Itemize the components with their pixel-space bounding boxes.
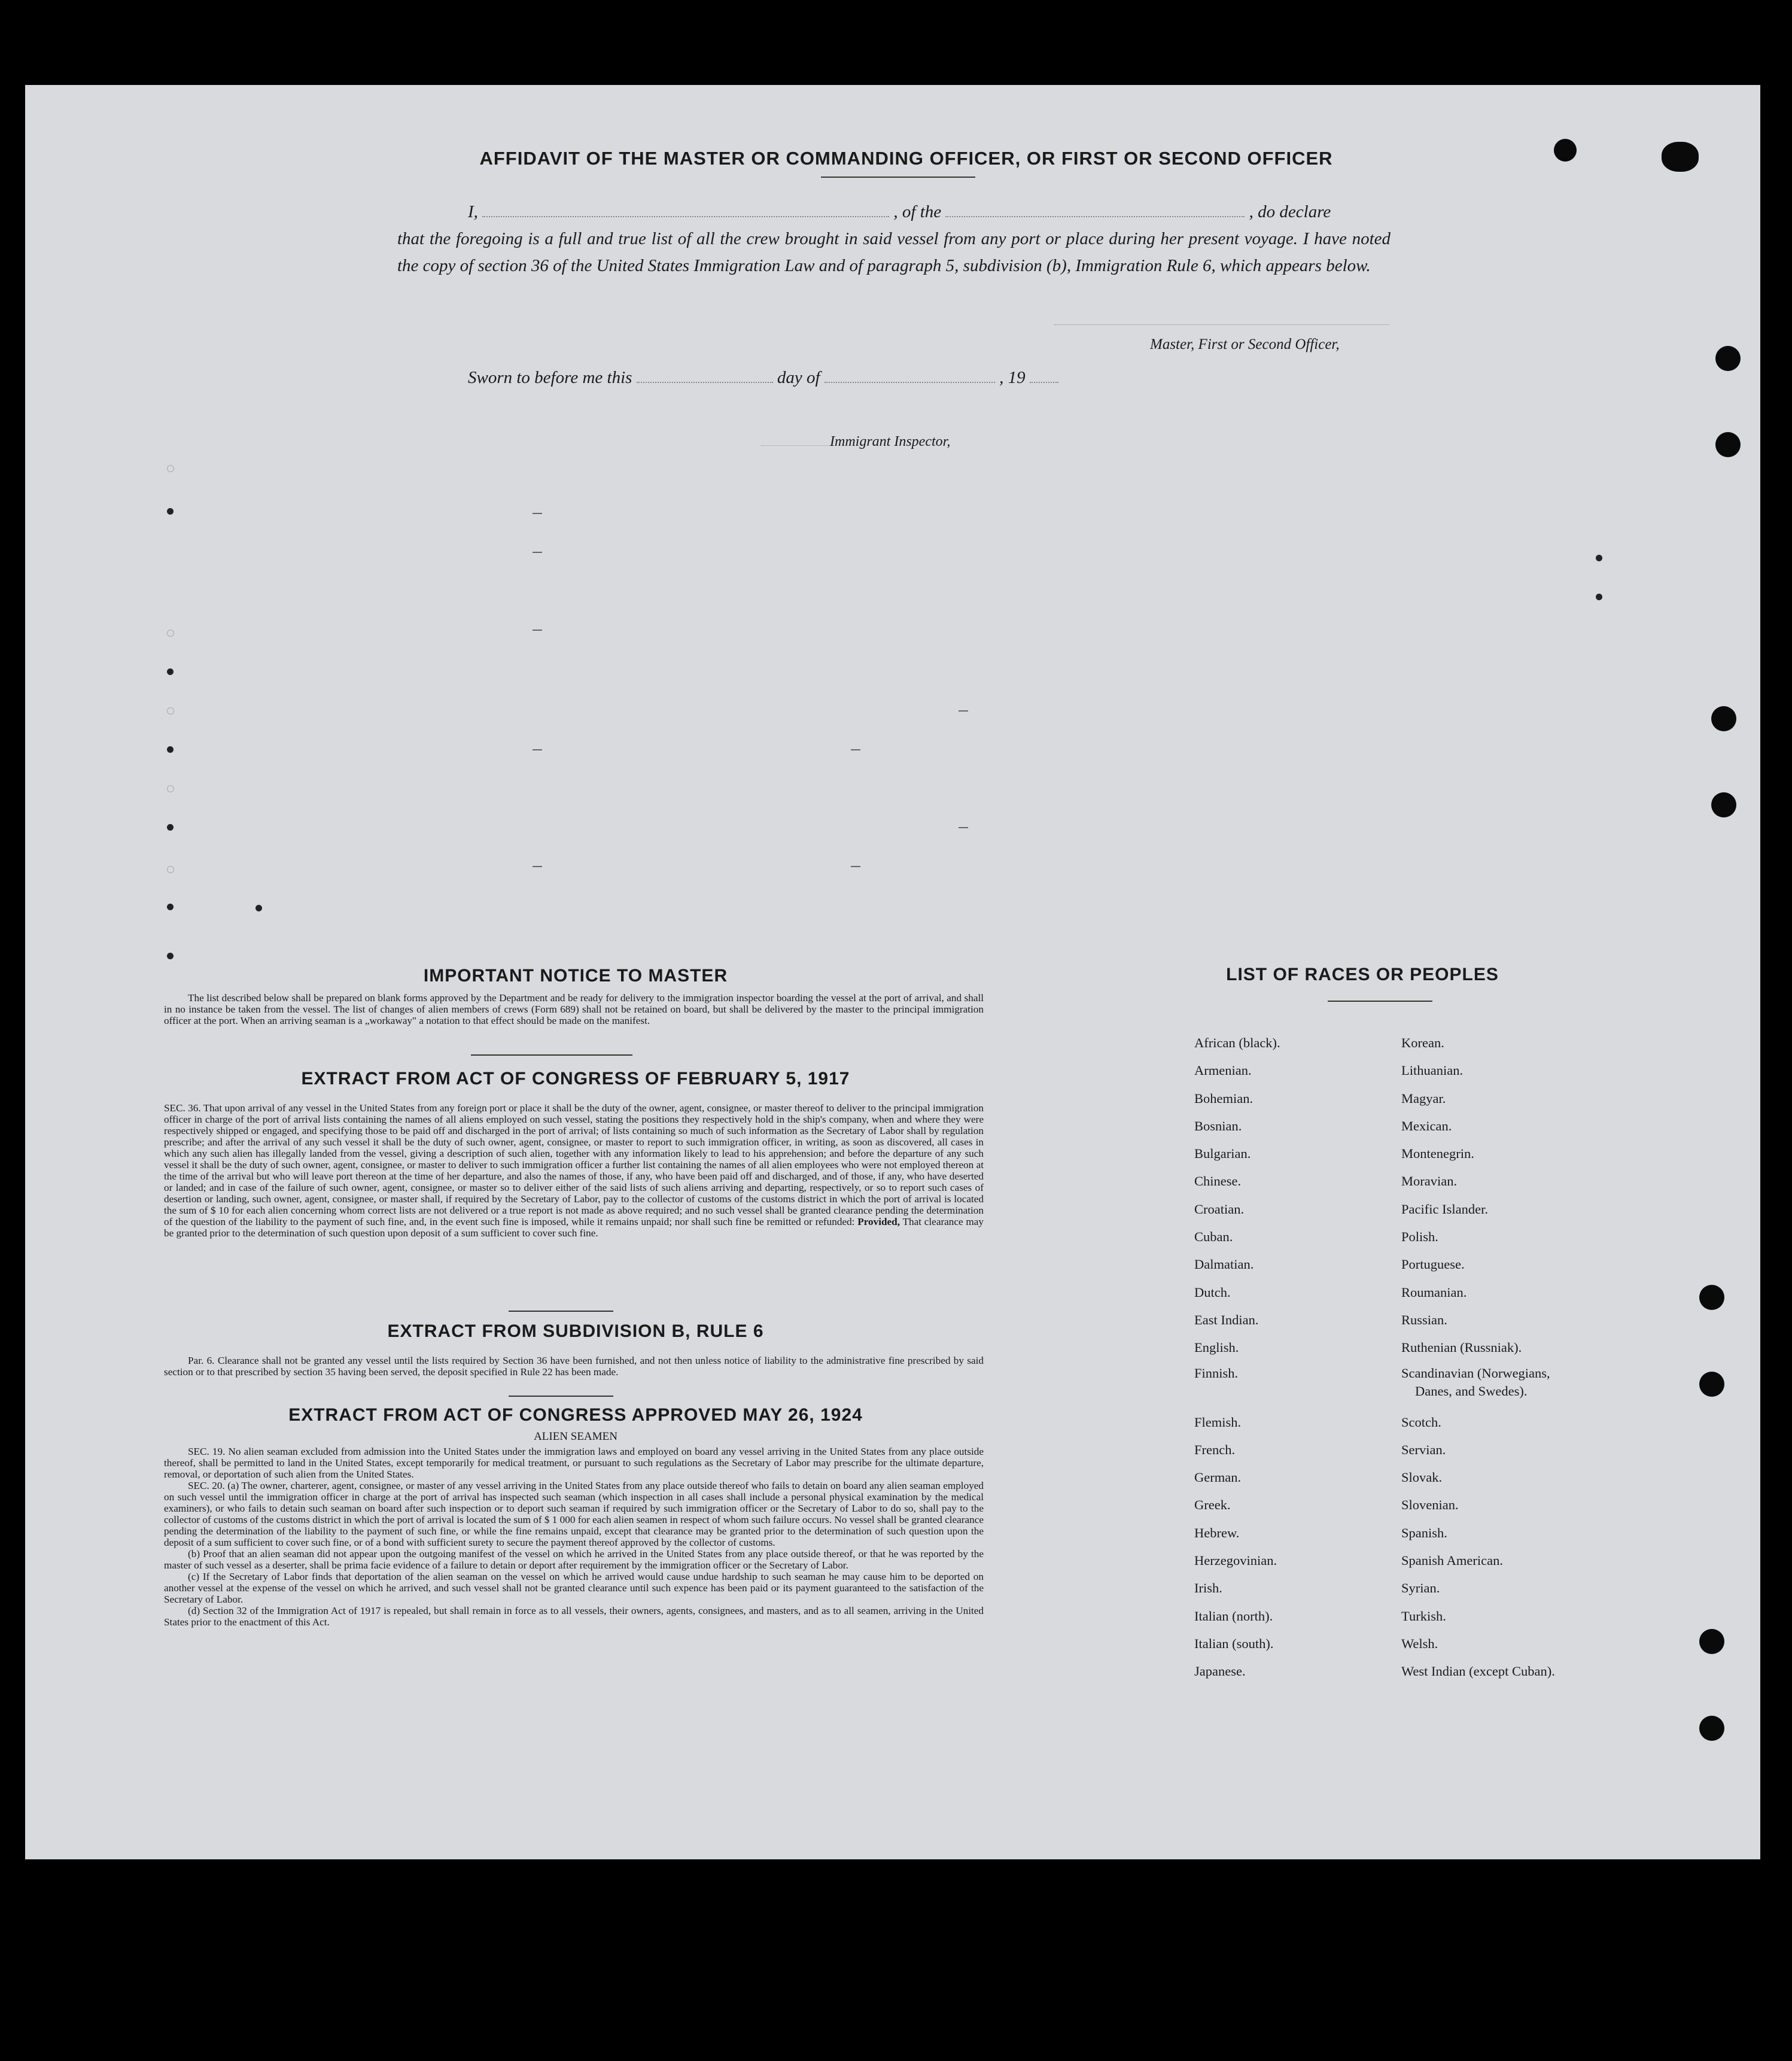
race-item: Italian (north). (1194, 1608, 1273, 1624)
extract-1924-title: EXTRACT FROM ACT OF CONGRESS APPROVED MAY 26, 1924 (288, 1405, 863, 1425)
punch-hole (1711, 706, 1736, 731)
race-item: Roumanian. (1401, 1284, 1467, 1300)
declaration-of-the: , of the (893, 202, 942, 221)
bleed-mark (851, 749, 860, 750)
bleed-mark (167, 668, 174, 675)
extract-1917-title: EXTRACT FROM ACT OF CONGRESS OF FEBRUARY 5, 1917 (301, 1069, 850, 1089)
race-item: Syrian. (1401, 1580, 1440, 1596)
signature-label: Master, First or Second Officer, (1150, 336, 1340, 352)
race-item: Croatian. (1194, 1201, 1245, 1217)
races-left-column (1194, 1029, 1280, 1686)
race-item: Mexican. (1401, 1118, 1452, 1133)
sec-20b-paragraph: (b) Proof that an alien seaman did not appear upon the outgoing manifest of the vessel on which he arrived in the United States from any place outside thereof, or that he was reported by the master of such vessel as a deserter, shall be prima facie evidence of a failure to detain or deport after requirement by the immigration officer or the Secretary of Labor. (164, 1548, 984, 1571)
punch-hole (1699, 1629, 1724, 1654)
race-item: Spanish. (1401, 1525, 1447, 1540)
race-item-line: Scandinavian (Norwegians, (1401, 1365, 1550, 1381)
bleed-mark (255, 905, 262, 911)
race-item: Finnish. (1194, 1365, 1239, 1381)
race-item: Welsh. (1401, 1636, 1438, 1651)
race-item: Hebrew. (1194, 1525, 1240, 1540)
notice-paragraph: The list described below shall be prepared on blank forms approved by the Department and be ready for delivery to the immigration inspector boarding the vessel at the port of arrival, and shall in no instance be taken from the vessel. The list of changes of alien members of crews (Form 689) shall not be retained on board, but shall be delivered by the master to the principal immigration officer at the port. When an arriving seaman is a „workaway" a notation to that effect should be made on the manifest. (164, 992, 984, 1026)
race-item: Spanish American. (1401, 1553, 1503, 1568)
extract-rule6-title: EXTRACT FROM SUBDIVISION B, RULE 6 (387, 1321, 764, 1341)
rule6-paragraph: Par. 6. Clearance shall not be granted any vessel until the lists required by Section 36 have been furnished, and not then unless notice of liability to the administrative fine prescribed by said section or to that prescribed by section 35 having been served, the deposit specified in Rule 22 has been made. (164, 1355, 984, 1378)
punch-hole (1699, 1716, 1724, 1741)
race-item: Flemish. (1194, 1414, 1242, 1430)
race-item: West Indian (except Cuban). (1401, 1664, 1555, 1679)
race-item: French. (1194, 1442, 1236, 1457)
punch-hole (1715, 346, 1741, 371)
bleed-mark (851, 866, 860, 867)
bleed-mark (533, 513, 542, 514)
races-title: LIST OF RACES OR PEOPLES (1226, 965, 1499, 984)
section-divider (471, 1054, 632, 1056)
bleed-mark (167, 630, 174, 637)
bleed-mark (167, 953, 174, 959)
sec-20c-paragraph: (c) If the Secretary of Labor finds that deportation of the alien seaman on the vessel on which he arrived would cause undue hardship to such seaman he may cause him to be deported on another vessel at the expense of the vessel on which he arrived, and such vessel shall not be granted clearance until such expence has been paid or its payment guaranteed to the satisfaction of the Secretary of Labor. (164, 1571, 984, 1605)
bleed-mark (533, 630, 542, 631)
alien-seamen-subtitle: ALIEN SEAMEN (534, 1430, 617, 1443)
sworn-day-of: day of (777, 368, 820, 387)
sec-20d-paragraph: (d) Section 32 of the Immigration Act of 1917 is repealed, but shall remain in force as to all vessels, their owners, agents, consignees, and masters, and as to all seamen, arriving in the United States prior to the enactment of this Act. (164, 1605, 984, 1628)
signature-line[interactable] (1054, 324, 1389, 325)
bleed-mark (1596, 555, 1602, 561)
declaration-first-line (397, 199, 1391, 226)
race-item: Portuguese. (1401, 1257, 1465, 1272)
bleed-mark (959, 710, 968, 712)
race-item: Cuban. (1194, 1229, 1233, 1245)
bleed-mark (167, 824, 174, 831)
extract-1917-text (164, 1102, 984, 1239)
notice-text (164, 992, 984, 1026)
race-item: Slovak. (1401, 1470, 1443, 1485)
race-item: Armenian. (1194, 1063, 1252, 1078)
extract-rule6-text (164, 1355, 984, 1378)
race-item: Turkish. (1401, 1608, 1446, 1624)
year-blank[interactable] (1030, 366, 1058, 383)
race-item: African (black). (1194, 1035, 1280, 1050)
section-36-text-end: That clearance may be granted prior to the determination of such question upon deposit of a sum sufficient to cover such fine. (164, 1216, 984, 1239)
declaration-i: I, (468, 202, 478, 221)
race-item: Scotch. (1401, 1414, 1441, 1430)
section-36-text: SEC. 36. That upon arrival of any vessel in the United States from any foreign port or place it shall be the duty of the owner, agent, consignee, or master thereof to deliver to the principal immigration officer in charge of the port of arrival lists containing the names of all aliens employed on such vessel, stating the positions they respectively hold in the ship's company, when and where they were respectively shipped or engaged, and specifying those to be paid off and discharged in the port of arrival; of lists containing so much of such information as the Secretary of Labor shall by regulation prescribe; and after the arrival of any such vessel it shall be the duty of such owner, agent, consignee, or master to report to such immigration officer, in writing, as soon as discovered, all cases in which any such alien has illegally landed from the vessel, giving a description of such alien, together with any information likely to lead to his apprehension; and before the departure of any such vessel it shall be the duty of such owner, agent, consignee, or master to deliver to such immigration officer a further list containing the names of all alien employees who were not employed thereon at the time of the arrival but who will leave port thereon at the time of her departure, and also the names of those, if any, who have been paid off and discharged, and of those, if any, who have deserted or landed; and in case of the failure of such owner, agent, consignee, or master so to deliver either of the said lists of such aliens arriving and departing, respectively, or so to report such cases of desertion or landing, such owner, agent, consignee, or master shall, if required by the Secretary of Labor, pay to the collector of customs of the customs district in which the port of arrival is located the sum of $ 10 for each alien concerning whom correct lists are not delivered or a true report is not made as above required; and no such vessel shall be granted clearance pending the determination of the question of the liability to the payment of such fine, and, in the event such fine is imposed, while it remains unpaid; nor shall such fine be remitted or refunded: (164, 1102, 984, 1227)
race-item: Ruthenian (Russniak). (1401, 1340, 1522, 1355)
bleed-mark (167, 904, 174, 910)
race-item: Polish. (1401, 1229, 1438, 1245)
race-item: Bulgarian. (1194, 1146, 1251, 1162)
punch-hole (1699, 1285, 1724, 1310)
race-item: Herzegovinian. (1194, 1553, 1277, 1568)
race-item: Dutch. (1194, 1284, 1231, 1300)
name-blank[interactable] (482, 200, 889, 217)
punch-hole (1711, 792, 1736, 817)
race-item: Montenegrin. (1401, 1146, 1474, 1162)
sworn-year: , 19 (999, 368, 1026, 387)
race-item: Russian. (1401, 1312, 1447, 1327)
sworn-line (468, 366, 1058, 388)
race-item: Irish. (1194, 1580, 1222, 1596)
race-item: Pacific Islander. (1401, 1201, 1488, 1217)
sworn-prefix: Sworn to before me this (468, 368, 632, 387)
race-item: Slovenian. (1401, 1497, 1459, 1513)
affidavit-declaration (397, 199, 1391, 279)
document-page (25, 85, 1760, 1859)
races-right-column (1401, 1029, 1555, 1686)
race-item: Korean. (1401, 1035, 1444, 1050)
punch-hole (1699, 1372, 1724, 1397)
race-item: German. (1194, 1470, 1242, 1485)
race-item: Servian. (1401, 1442, 1446, 1457)
title-underline (821, 177, 975, 178)
bleed-mark (167, 866, 174, 873)
bleed-mark (533, 866, 542, 867)
declaration-do-declare: , do declare (1249, 202, 1331, 221)
race-item: Japanese. (1194, 1664, 1246, 1679)
race-item: Moravian. (1401, 1174, 1458, 1189)
race-item: Greek. (1194, 1497, 1231, 1513)
race-item: English. (1194, 1340, 1239, 1355)
race-item: Lithuanian. (1401, 1063, 1464, 1078)
race-item: Bohemian. (1194, 1090, 1254, 1106)
day-blank[interactable] (637, 366, 773, 383)
provided-keyword: Provided, (857, 1216, 900, 1227)
notice-title: IMPORTANT NOTICE TO MASTER (423, 966, 728, 986)
declaration-body: that the foregoing is a full and true list of all the crew brought in said vessel from any port or place during her present voyage. I have noted the copy of section 36 of the United States Immigration Law and of paragraph 5, subdivision (b), Immigration Rule 6, which appears below. (397, 229, 1391, 275)
race-item: Chinese. (1194, 1174, 1242, 1189)
bleed-mark (959, 827, 968, 828)
affidavit-title: AFFIDAVIT OF THE MASTER OR COMMANDING OFFICER, OR FIRST OR SECOND OFFICER (479, 148, 1333, 169)
bleed-mark (167, 508, 174, 515)
race-item-line: Danes, and Swedes). (1415, 1383, 1528, 1399)
bleed-mark (167, 707, 174, 715)
extract-1924-text (164, 1446, 984, 1628)
bleed-mark (167, 746, 174, 753)
vessel-blank[interactable] (945, 200, 1245, 217)
bleed-mark (533, 749, 542, 750)
punch-hole (1715, 432, 1741, 457)
race-item: Dalmatian. (1194, 1257, 1254, 1272)
bleed-mark (1596, 594, 1602, 600)
race-item-scandinavian (1401, 1362, 1555, 1409)
races-title-underline (1328, 1001, 1432, 1002)
race-item: Bosnian. (1194, 1118, 1242, 1133)
month-blank[interactable] (824, 366, 995, 383)
bleed-mark (533, 552, 542, 553)
section-divider (509, 1396, 613, 1397)
bleed-mark (167, 465, 174, 472)
sec-19-paragraph: SEC. 19. No alien seaman excluded from admission into the United States under the immigration laws and employed on board any vessel arriving in the United States from any place outside thereof, shall be permitted to land in the United States, except temporarily for medical treatment, or pursuant to such regulations as the Secretary of Labor may prescribe for the ultimate departure, removal, or deportation of such alien from the United States. (164, 1446, 984, 1480)
race-item: East Indian. (1194, 1312, 1259, 1327)
bleed-mark (167, 785, 174, 792)
race-item: Italian (south). (1194, 1636, 1274, 1651)
inspector-label: Immigrant Inspector, (830, 434, 951, 449)
sec-20a-paragraph: SEC. 20. (a) The owner, charterer, agent, consignee, or master of any vessel arriving in the United States from any place outside thereof who fails to detain on board any alien seaman employed on such vessel until the immigration officer in charge at the port of arrival has inspected such seaman (which inspection in all cases shall include a personal physical examination by the medical examiners), or who fails to detain such seaman on board after such inspection or to deport such seaman if required by such immigration officer or the Secretary of Labor to do so, shall pay to the collector of customs of the customs district in which the port of arrival is located the sum of $ 1 000 for each alien seamen in respect of whom such failure occurs. No vessel shall be granted clearance pending the determination of the liability to the payment of such fine, or while the fine remains unpaid, except that clearance may be granted prior to the determination of such question upon the deposit of a sum sufficient to cover such fine, or of a bond with sufficient surety to secure the payment thereof approved by the collector of customs. (164, 1480, 984, 1548)
section-divider (509, 1311, 613, 1312)
race-item: Magyar. (1401, 1090, 1446, 1106)
